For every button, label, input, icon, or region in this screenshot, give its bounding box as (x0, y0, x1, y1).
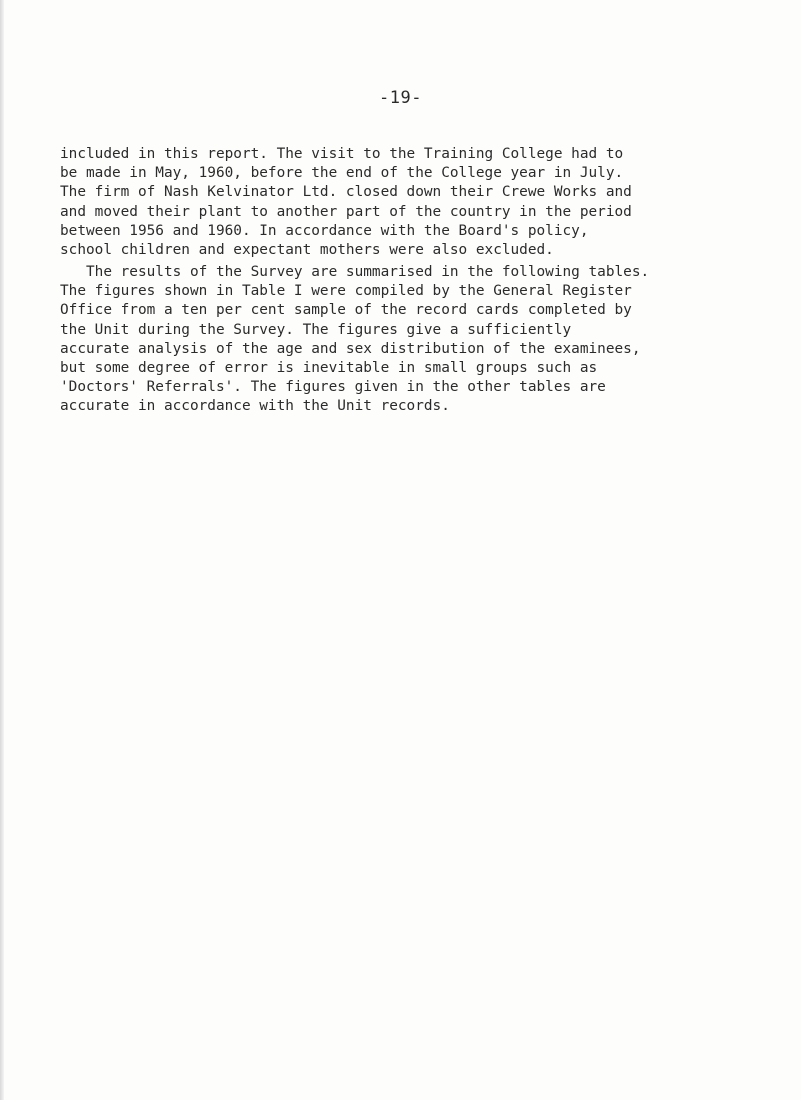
text-line: accurate analysis of the age and sex distribution of the examinees, (60, 340, 641, 357)
paragraph-2 (60, 263, 790, 417)
text-line: The firm of Nash Kelvinator Ltd. closed down their Crewe Works and (60, 184, 632, 201)
text-line: but some degree of error is inevitable in small groups such as (60, 360, 598, 377)
text-line: Office from a ten per cent sample of the record cards completed by (60, 302, 632, 319)
text-line: The figures shown in Table I were compiled by the General Register (60, 283, 632, 300)
text-line: school children and expectant mothers were also excluded. (60, 242, 554, 259)
page-number: -19- (379, 88, 422, 108)
text-line: 'Doctors' Referrals'. The figures given in the other tables are (60, 379, 606, 396)
text-line: and moved their plant to another part of the country in the period (60, 203, 632, 220)
paragraph-1 (60, 145, 790, 260)
page-edge-shadow (0, 0, 4, 1100)
text-line: between 1956 and 1960. In accordance with the Board's policy, (60, 222, 589, 239)
text-line: The results of the Survey are summarised in the following tables. (60, 264, 650, 280)
text-line: be made in May, 1960, before the end of the College year in July. (60, 165, 624, 182)
text-line: the Unit during the Survey. The figures give a sufficiently (60, 321, 572, 338)
text-line: included in this report. The visit to the Training College had to (60, 146, 624, 162)
text-line: accurate in accordance with the Unit records. (60, 398, 450, 415)
